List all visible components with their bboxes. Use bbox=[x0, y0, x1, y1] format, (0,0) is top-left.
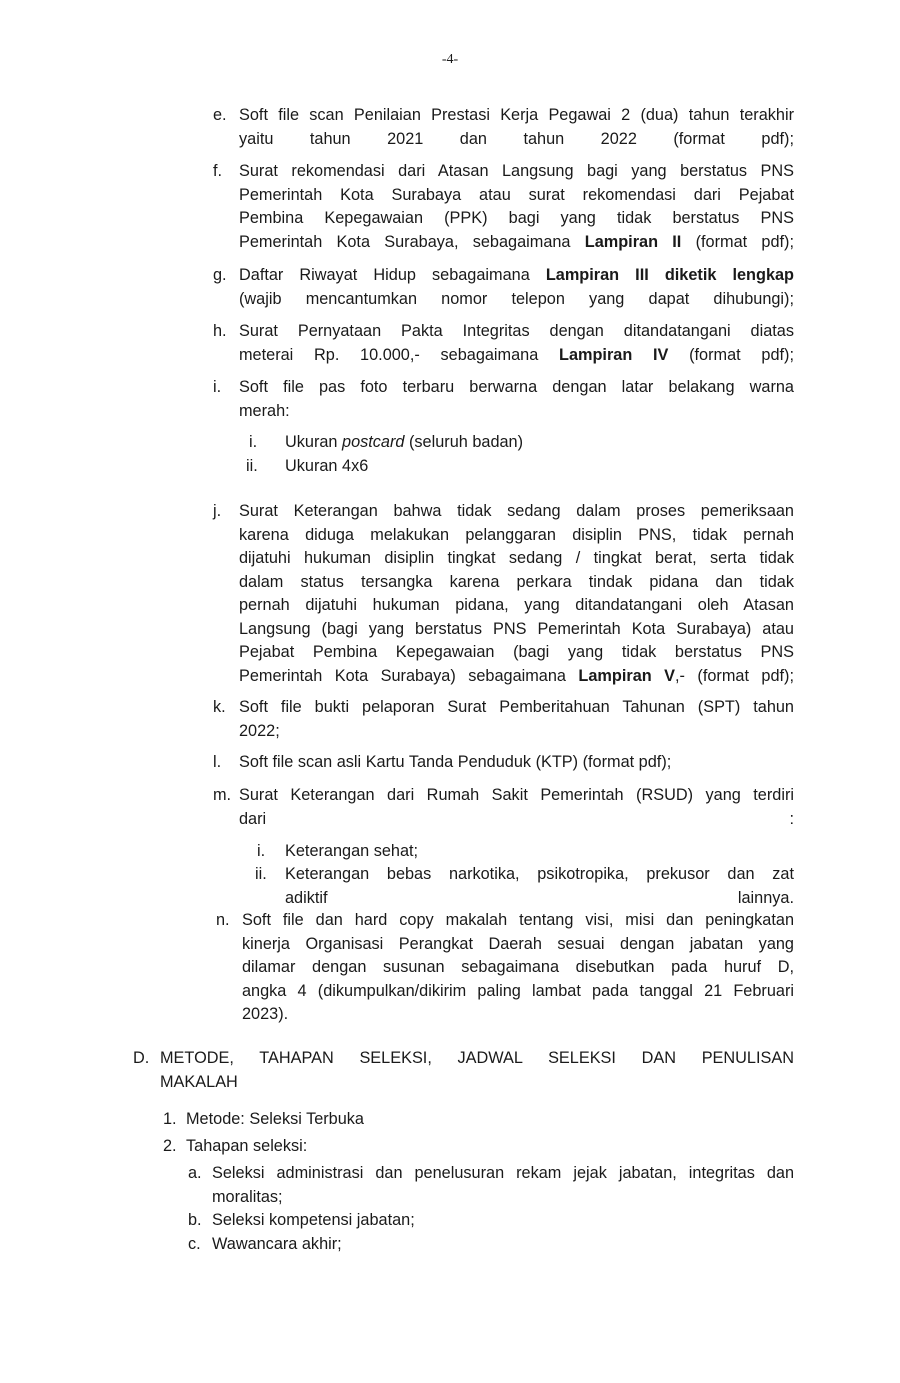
sub-label: i. bbox=[257, 842, 266, 860]
stage-text bbox=[212, 1162, 794, 1209]
list-label: l. bbox=[213, 753, 222, 771]
lampiran-ref: Lampiran III diketik lengkap bbox=[545, 266, 794, 284]
list-label: n. bbox=[216, 911, 230, 929]
text-line: Seleksi administrasi dan penelusuran rekam jejak jabatan, integritas dan bbox=[212, 1164, 794, 1182]
sub-text: Keterangan sehat; bbox=[285, 842, 419, 860]
list-label: h. bbox=[213, 322, 227, 340]
text-line: meterai Rp. 10.000,- sebagaimana Lampiran IV (format pdf); bbox=[239, 345, 794, 364]
list-text bbox=[239, 104, 794, 151]
text-line: Soft file bukti pelaporan Surat Pemberitahuan Tahunan (SPT) tahun bbox=[239, 698, 794, 716]
text-line: Surat Keterangan bahwa tidak sedang dalam proses pemeriksaan bbox=[239, 502, 794, 520]
section-title bbox=[160, 1047, 794, 1094]
text-line: adiktif lainnya. bbox=[285, 888, 794, 907]
list-text bbox=[239, 376, 794, 423]
text-line: kinerja Organisasi Perangkat Daerah sesuai dengan jabatan yang bbox=[242, 934, 794, 953]
text-line: Surat Keterangan dari Rumah Sakit Pemerintah (RSUD) yang terdiri bbox=[239, 786, 794, 804]
text-line: Pemerintah Kota Surabaya) sebagaimana Lampiran V,- (format pdf); bbox=[239, 666, 794, 685]
list-text bbox=[239, 696, 794, 743]
text-line: merah: bbox=[239, 401, 290, 420]
section-label: D. bbox=[133, 1049, 150, 1067]
text-line: Surat Pernyataan Pakta Integritas dengan ditandatangani diatas bbox=[239, 322, 794, 340]
sub-text: Ukuran 4x6 bbox=[285, 457, 369, 475]
text-line: dilamar dengan susunan sebagaimana disebutkan pada huruf D, bbox=[242, 958, 794, 976]
point-text: Metode: Seleksi Terbuka bbox=[186, 1110, 364, 1128]
list-label: m. bbox=[213, 786, 232, 804]
list-text bbox=[239, 320, 794, 367]
stage-label: b. bbox=[188, 1211, 202, 1229]
list-label: g. bbox=[213, 266, 227, 284]
text-line: yaitu tahun 2021 dan tahun 2022 (format pdf); bbox=[239, 129, 794, 148]
text-line: Daftar Riwayat Hidup sebagaimana Lampiran III diketik lengkap bbox=[239, 266, 794, 284]
text-line: pernah dijatuhi hukuman pidana, yang ditandatangani oleh Atasan bbox=[239, 596, 794, 614]
list-label: i. bbox=[213, 378, 222, 396]
text-line: 2022; bbox=[239, 721, 280, 740]
text-line: Pembina Kepegawaian (PPK) bagi yang tidak berstatus PNS bbox=[239, 209, 794, 227]
sub-label: ii. bbox=[255, 865, 267, 883]
text-line: dijatuhi hukuman disiplin tingkat sedang / tingkat berat, serta tidak bbox=[239, 549, 794, 567]
text-line: Soft file dan hard copy makalah tentang visi, misi dan peningkatan bbox=[242, 911, 794, 929]
text-line: Soft file scan Penilaian Prestasi Kerja Pegawai 2 (dua) tahun terakhir bbox=[239, 106, 794, 124]
lampiran-ref: Lampiran V bbox=[578, 666, 676, 685]
list-text bbox=[239, 784, 794, 831]
text-line: Pejabat Pembina Kepegawaian (bagi yang tidak berstatus PNS bbox=[239, 643, 794, 661]
text-line: METODE, TAHAPAN SELEKSI, JADWAL SELEKSI DAN PENULISAN bbox=[160, 1049, 794, 1067]
lampiran-ref: Lampiran IV bbox=[559, 345, 669, 364]
text-line: moralitas; bbox=[212, 1187, 283, 1206]
stage-text: Wawancara akhir; bbox=[212, 1235, 342, 1253]
stage-text: Seleksi kompetensi jabatan; bbox=[212, 1211, 415, 1229]
stage-label: a. bbox=[188, 1164, 202, 1182]
text-line: dalam status tersangka karena perkara tindak pidana dan tidak bbox=[239, 572, 794, 591]
sub-label: i. bbox=[249, 433, 258, 451]
sub-text: Ukuran postcard (seluruh badan) bbox=[285, 433, 524, 451]
point-text: Tahapan seleksi: bbox=[186, 1137, 308, 1155]
list-text bbox=[239, 751, 794, 775]
sub-text bbox=[285, 863, 794, 910]
list-label: f. bbox=[213, 162, 223, 180]
text-line: Langsung (bagi yang berstatus PNS Pemerintah Kota Surabaya) atau bbox=[239, 619, 794, 638]
text-line: Pemerintah Kota Surabaya atau surat rekomendasi dari Pejabat bbox=[239, 185, 794, 204]
list-text bbox=[239, 500, 794, 688]
text-line: Keterangan bebas narkotika, psikotropika, prekusor dan zat bbox=[285, 865, 794, 883]
list-label: j. bbox=[213, 502, 222, 520]
list-text bbox=[239, 160, 794, 254]
point-label: 1. bbox=[163, 1110, 177, 1128]
text-line: Soft file pas foto terbaru berwarna dengan latar belakang warna bbox=[239, 378, 794, 396]
text-line: MAKALAH bbox=[160, 1072, 238, 1091]
list-text bbox=[239, 264, 794, 311]
page-number: -4- bbox=[441, 52, 459, 67]
text-line: Soft file scan asli Kartu Tanda Penduduk (KTP) (format pdf); bbox=[239, 753, 672, 771]
text-line: Surat rekomendasi dari Atasan Langsung bagi yang berstatus PNS bbox=[239, 162, 794, 180]
list-label: k. bbox=[213, 698, 226, 716]
text-line: Pemerintah Kota Surabaya, sebagaimana Lampiran II (format pdf); bbox=[239, 232, 794, 251]
text-line: 2023). bbox=[242, 1005, 289, 1023]
text-line: karena diduga melakukan pelanggaran disiplin PNS, tidak pernah bbox=[239, 525, 794, 544]
text-line: (wajib mencantumkan nomor telepon yang dapat dihubungi); bbox=[239, 289, 794, 308]
text-line: dari : bbox=[239, 809, 794, 828]
lampiran-ref: Lampiran II bbox=[584, 232, 682, 251]
point-label: 2. bbox=[163, 1137, 177, 1155]
stage-label: c. bbox=[188, 1235, 201, 1253]
sub-label: ii. bbox=[246, 457, 258, 475]
list-label: e. bbox=[213, 106, 227, 124]
text-line: angka 4 (dikumpulkan/dikirim paling lambat pada tanggal 21 Februari bbox=[242, 981, 794, 1000]
list-text bbox=[242, 909, 794, 1027]
